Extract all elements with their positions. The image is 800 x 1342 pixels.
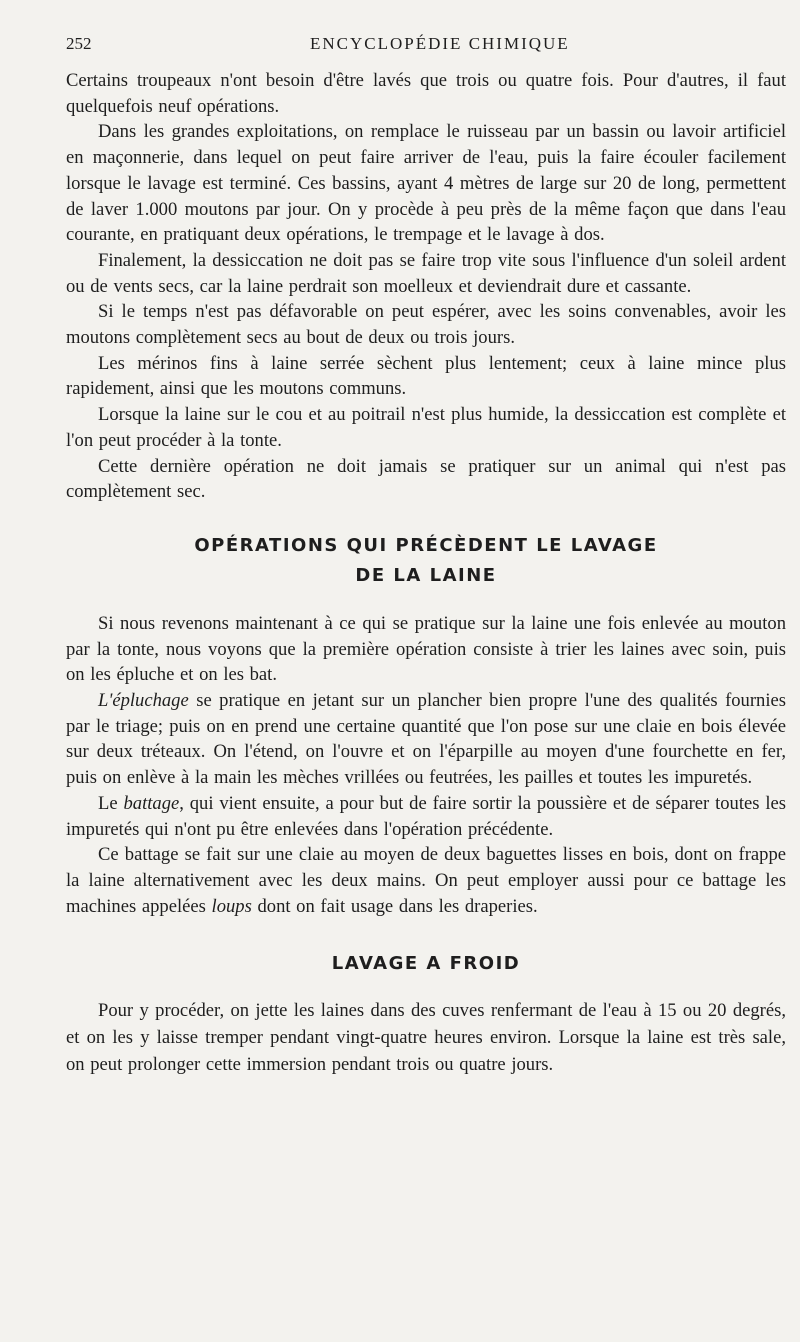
paragraph: Certains troupeaux n'ont besoin d'être lavés que trois ou quatre fois. Pour d'autres, il faut quelquefois neuf opérations. [66,70,786,117]
paragraph-text: , qui vient ensuite, a pour but de faire sortir la poussière et de séparer toutes les impuretés qui n'ont pu être enlevées dans l'opération précédente. [66,792,786,840]
paragraph-text: se pratique en jetant sur un plancher bien propre l'une des qualités fournies par le triage; puis on en prend une certaine quantité que l'on pose sur une claie en bois élevée sur deux tréteaux. On l'étend, on l'ouvre et on l'éparpille au moyen d'une fourchette en fer, puis on enlève à la main les mèches vrillées ou feutrées, les pailles et toutes les impuretés. [66,690,786,789]
section-heading-operations [66,531,786,591]
heading-line: OPÉRATIONS QUI PRÉCÈDENT LE LAVAGE [194,534,658,556]
section-lavage-text [66,997,786,1078]
paragraph-text: dont on fait usage dans les draperies. [251,895,538,917]
term-battage: battage [123,792,180,814]
page-header [66,30,786,58]
paragraph: Lorsque la laine sur le cou et au poitrail n'est plus humide, la dessiccation est complète et l'on peut procéder à la tonte. [66,404,786,451]
paragraph-text: Ce battage se fait sur une claie au moyen de deux baguettes lisses en bois, dont on frappe la laine alternativement avec les deux mains. On peut employer aussi pour ce battage les machines appelées [66,844,786,917]
section-heading-lavage-a-froid: LAVAGE A FROID [331,953,521,975]
section-operations-text [66,611,786,919]
paragraph-text: Le [98,792,124,814]
term-loups: loups [211,895,252,917]
paragraph: Les mérinos fins à laine serrée sèchent plus lentement; ceux à laine mince plus rapidement, ainsi que les moutons communs. [66,352,786,400]
paragraph-battage [66,791,786,842]
page-number: 252 [66,34,92,53]
paragraph-loups [66,842,786,919]
intro-text [66,68,786,505]
term-epluchage: L'épluchage [98,690,189,712]
paragraph-epluchage [66,688,786,791]
heading-line: DE LA LAINE [355,564,497,586]
paragraph: Pour y procéder, on jette les laines dans des cuves renfermant de l'eau à 15 ou 20 degrés, et on les y laisse tremper pendant vingt-quatre heures environ. Lorsque la laine est très sale, on peut prolonger cette immersion pendant trois ou quatre jours. [66,1000,786,1076]
running-title: ENCYCLOPÉDIE CHIMIQUE [310,34,570,53]
paragraph: Si nous revenons maintenant à ce qui se pratique sur la laine une fois enlevée au mouton par la tonte, nous voyons que la première opération consiste à trier les laines avec soin, puis on les épluche et on les bat. [66,612,786,686]
paragraph: Cette dernière opération ne doit jamais se pratiquer sur un animal qui n'est pas complètement sec. [66,455,786,503]
paragraph: Dans les grandes exploitations, on remplace le ruisseau par un bassin ou lavoir artificiel en maçonnerie, dans lequel on peut faire arriver de l'eau, puis la faire écouler facilement lorsque le lavage est terminé. Ces bassins, ayant 4 mètres de large sur 20 de long, permettent de laver 1.000 moutons par jour. On y procède à peu près de la même façon que dans l'eau courante, en pratiquant deux opérations, le trempage et le lavage à dos. [66,121,786,246]
paragraph: Si le temps n'est pas défavorable on peut espérer, avec les soins convenables, avoir les moutons complètement secs au bout de deux ou trois jours. [66,301,786,349]
paragraph: Finalement, la dessiccation ne doit pas se faire trop vite sous l'influence d'un soleil ardent ou de vents secs, car la laine perdrait son moelleux et deviendrait dure et cassante. [66,249,786,297]
